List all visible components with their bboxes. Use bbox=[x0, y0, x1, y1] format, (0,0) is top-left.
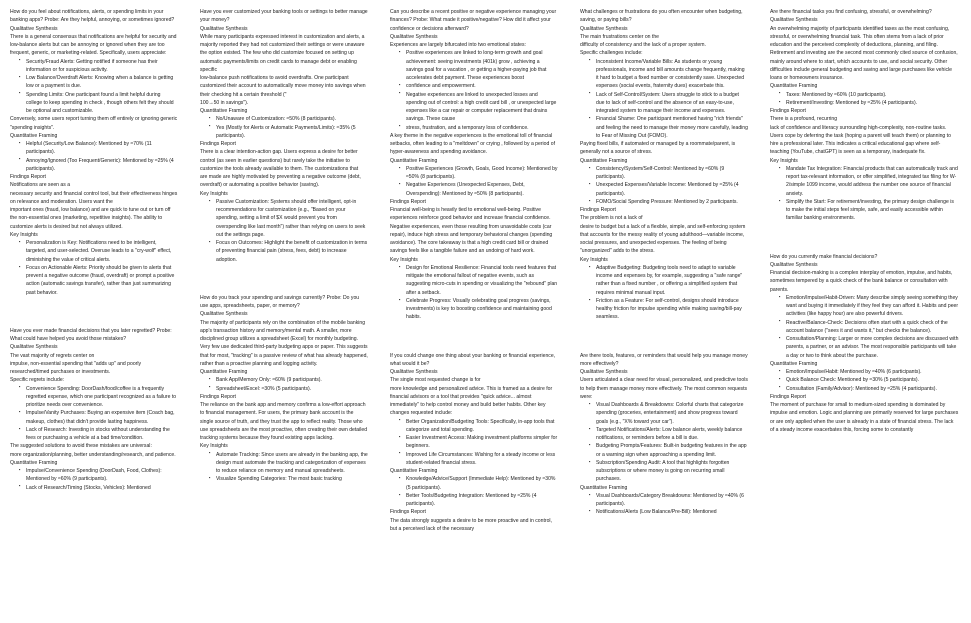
qualitative-bullet-list bbox=[580, 401, 748, 484]
list-item: ▪ Yes (Mostly for Alerts or Automatic Payments/Limits): ≈35% (5 participants). bbox=[211, 124, 368, 141]
key-insights-list bbox=[390, 264, 558, 322]
list-item: ▪ Spreadsheet/Excel: ≈30% (5 participants). bbox=[211, 385, 368, 393]
section-question: Have you ever made financial decisions that you later regretted? Probe: What could have helped you avoid those mistakes? bbox=[10, 327, 172, 342]
qualitative-synthesis-label: Qualitative Synthesis bbox=[390, 369, 438, 375]
findings-report-label: Findings Report bbox=[770, 393, 806, 400]
list-item: ▪ Adaptive Budgeting: Budgeting tools need to adapt to variable income and expenses by, for example, suggesting a "safe range" rather than a fixed number , or offering a simplified system that requires minimal manual input. bbox=[591, 264, 748, 297]
list-item: ▪ Visual Dashboards & Breakdowns: Colorful charts that categorize spending (groceries, entertainment) and show progress toward goals (e.g., "X% toward your car"). bbox=[591, 401, 748, 426]
quantitative-framing-label: Quantitative Framing bbox=[390, 157, 438, 164]
section-tracking-spending bbox=[200, 294, 368, 484]
quantitative-framing-label: Quantitative Framing bbox=[10, 459, 58, 466]
findings-report-label: Findings Report bbox=[200, 393, 236, 400]
list-item: ▪ Negative Experiences (Unexpected Expenses, Debt, Overspending): Mentioned by ≈50% (8 participants). bbox=[401, 181, 558, 198]
qualitative-synthesis-label: Qualitative Synthesis bbox=[770, 17, 818, 24]
qualitative-synthesis-text: Users articulated a clear need for visual, personalized, and predictive tools to help them manage money more effectively. The most common requests were: bbox=[580, 377, 748, 400]
quantitative-bullet-list bbox=[770, 91, 959, 108]
key-insights-list bbox=[580, 264, 748, 322]
qualitative-synthesis-text: automatic payments/limits on credit cards to manage debt or enabling specific bbox=[200, 58, 357, 73]
section-question: If you could change one thing about your banking or financial experience, what would it be? bbox=[390, 352, 556, 367]
list-item: ▪ Simplify the Start: For retirement/investing, the primary design challenge is to make the initial steps feel simple, safe, and easily accessible within familiar banking environments. bbox=[781, 198, 959, 223]
quantitative-bullet-list bbox=[770, 368, 959, 393]
section-notifications-alerts bbox=[10, 8, 178, 297]
list-item: ▪ Spending Limits: One participant found a limit helpful during college to keep spending in check , though others felt they should be optional and customizable. bbox=[21, 91, 178, 116]
findings-text: Financial well-being is heavily tied to emotional well-being. Positive experiences reinforce good behavior and increase financial confidence. Negative experiences, even those resulting from unavoidable costs (car repair), induce high stress and temporary behavioral changes (spending avoidance). The core takeaway is that a high credit card bill or drained savings feels like a tangible failure and an undoing of hard work. bbox=[390, 207, 553, 255]
list-item: ▪ Budgeting Prompts/Features: Built-in budgeting features in the app or a warning sign when approaching a spending limit. bbox=[591, 442, 748, 459]
quantitative-bullet-list bbox=[390, 475, 558, 508]
section-question: Have you ever customized your banking tools or settings to better manage your money? bbox=[200, 9, 368, 24]
list-item: ▪ FOMO/Social Spending Pressure: Mentioned by 2 participants. bbox=[591, 198, 748, 206]
qualitative-bullet-list bbox=[580, 58, 748, 141]
section-tools-features-reminders bbox=[580, 352, 748, 517]
list-item: ▪ Positive experiences are linked to long-term growth and goal achievement: seeing investments (401k) grow , achieving a savings goal for a vacation , or getting a higher-paying job that accelerates debt payment. These experiences boost bbox=[401, 49, 558, 82]
list-item: ▪ Consultation/Planning: Larger or more complex decisions are discussed with parents, a partner, or an advisor. The most responsible participants will take a day or two to think about the purchase. bbox=[781, 335, 959, 360]
list-item: ▪ Visual Dashboards/Category Breakdowns: Mentioned by ≈40% (6 participants). bbox=[591, 492, 748, 509]
column-2 bbox=[190, 8, 380, 623]
quantitative-bullet-list bbox=[10, 467, 178, 492]
qualitative-synthesis-label: Qualitative Synthesis bbox=[200, 311, 248, 318]
qualitative-synthesis-label: Qualitative Synthesis bbox=[580, 25, 628, 32]
key-insights-list bbox=[770, 165, 959, 223]
list-item: ▪ No/Unaware of Customization: ≈50% (8 participants). bbox=[211, 115, 368, 123]
findings-text: The moment of purchase for small to medium-sized spending is dominated by bbox=[770, 402, 946, 408]
list-item: ▪ Bank App/Memory Only: ≈60% (9 participants). bbox=[211, 376, 368, 384]
column-1 bbox=[0, 8, 190, 623]
findings-text: important ones (fraud, low balance) and are quick to tune out or turn off the non-essential ones (marketing, repetitive insights). The ability to customize alerts is desired but not always utilized. bbox=[10, 207, 171, 230]
qualitative-synthesis-text: Experiences are largely bifurcated into two emotional states: bbox=[390, 42, 526, 48]
list-item: ▪ Lack of Self-Control/System: Users struggle to stick to a budget due to lack of self-control and the absence of an easy-to-use, integrated system to manage their income and expenses. bbox=[591, 91, 748, 116]
section-question: Are there financial tasks you find confusing, stressful, or overwhelming? bbox=[770, 9, 932, 15]
qualitative-synthesis-outro: Paying fixed bills, if automated or managed by a roommate/parent, is generally not a source of stress. bbox=[580, 141, 736, 156]
key-insights-label: Key Insights bbox=[10, 231, 38, 238]
qualitative-bullet-list bbox=[390, 418, 558, 468]
findings-report-label: Findings Report bbox=[390, 198, 426, 205]
list-item: ▪ Passive Customization: Systems should offer intelligent, opt-in recommendations for customization (e.g., "Based on your spending, setting a limit of $X would prevent you from overspending like last month") rather than relying on users to seek out the settings page. bbox=[211, 198, 368, 239]
qualitative-bullet-list bbox=[10, 385, 178, 443]
findings-report-label: Findings Report bbox=[390, 509, 426, 516]
qualitative-synthesis-text: An overwhelming majority of participants identified taxes as the most confusing, stressful, or overwhelming financial task. This often stems from a lack of prior education and the perceived complexity of deductions, planning, and filing. bbox=[770, 25, 950, 48]
section-question: Can you describe a recent positive or negative experience managing your finances? Probe: What made it positive/negative? How did it affect your confidence or decisions afterward? bbox=[390, 9, 557, 32]
key-insights-label: Key Insights bbox=[390, 256, 418, 263]
list-item: ▪ Impulse/Vanity Purchases: Buying an expensive item (Coach bag, makeup, clothes) that didn't provide lasting happiness. bbox=[21, 409, 178, 426]
list-item: ▪ Friction as a Feature: For self-control, designs should introduce healthy friction for impulse spending while making saving/bill-pay seamless. bbox=[591, 297, 748, 322]
list-item: ▪ Convenience Spending: DoorDash/food/coffee is a frequently regretted expense, which one participant recognized as a failure to prioritize needs over convenience. bbox=[21, 385, 178, 410]
list-item: ▪ Visualize Spending Categories: The most basic tracking bbox=[211, 475, 368, 483]
qualitative-bullet-list bbox=[770, 294, 959, 360]
list-item: ▪ Positive Experiences (Growth, Goals, Good Income): Mentioned by ≈50% (8 participants). bbox=[401, 165, 558, 182]
key-insights-label: Key Insights bbox=[770, 157, 798, 164]
list-item: ▪ Emotion/Impulse/Habit: Mentioned by ≈40% (6 participants). bbox=[781, 368, 959, 376]
findings-text: There is a profound, recurring bbox=[770, 116, 838, 123]
list-item: ▪ stress, frustration, and a temporary loss of confidence. bbox=[401, 124, 558, 132]
list-item: ▪ Notifications/Alerts (Low Balance/Pre-Bill): Mentioned bbox=[591, 508, 748, 516]
quantitative-framing-label: Quantitative Framing bbox=[200, 369, 248, 375]
qualitative-synthesis-text: Specific regrets include: bbox=[10, 377, 65, 384]
findings-text: necessary security and financial control tool, but their effectiveness hinges on relevance and moderation. Users want the bbox=[10, 190, 178, 205]
qualitative-synthesis-text: difficulty of consistency and the lack of a proper system. bbox=[580, 42, 706, 48]
qualitative-synthesis-text: The main frustrations center on the bbox=[580, 33, 659, 40]
findings-report-label: Findings Report bbox=[580, 207, 616, 213]
key-insights-label: Key Insights bbox=[200, 443, 228, 450]
qualitative-synthesis-outro: The suggested solutions to avoid these mistakes are universal: bbox=[10, 443, 152, 450]
qualitative-synthesis-text: 100→50 in savings"). bbox=[200, 99, 249, 106]
list-item: ▪ Automate Tracking: Since users are already in the banking app, the design must automate the tracking and categorization of expenses to reduce reliance on memory and manual spreadsheets. bbox=[211, 451, 368, 476]
key-insights-label: Key Insights bbox=[580, 256, 608, 263]
list-item: ▪ Improved Life Circumstances: Wishing for a steady income or less student-related financial stress. bbox=[401, 451, 558, 468]
qualitative-synthesis-text: low-balance push notifications to avoid overdrafts. One participant customized their account to automatically move money into savings when their checking hit a certain threshold (" bbox=[200, 75, 366, 98]
section-question: What challenges or frustrations do you often encounter when budgeting, saving, or paying bills? bbox=[580, 9, 743, 24]
quantitative-bullet-list bbox=[10, 140, 178, 173]
findings-text: There is a clear intention-action gap. Users express a desire for better control (as seen in earlier questions) but rarely take the initiative to customize the tools already available to them. The customizations that bbox=[200, 149, 359, 172]
qualitative-synthesis-text: more knowledge and personalized advice. This is framed as a desire for financial advisors or a tool that provides "quick advice... almost immediately" to help control money and build better habits. Other key changes requested include: bbox=[390, 385, 553, 417]
list-item: ▪ Focus on Actionable Alerts: Priority should be given to alerts that prevent a negative outcome (fraud, overdraft) or prompt a positive action (automatic savings transfer), rather than just summarizing past behavior. bbox=[21, 264, 178, 297]
key-insights-list bbox=[10, 239, 178, 297]
findings-text: lack of confidence and literacy surrounding high-complexity, non-routine tasks. Users cope by deferring the task (hoping a parent will teach them) or planning to hire a professional later. This indicates a critical educational gap where self-teaching (YouTube, chatGPT) is seen as a temporary, inadequate fix. bbox=[770, 124, 951, 156]
column-4 bbox=[570, 8, 760, 623]
findings-report-label: Findings Report bbox=[200, 141, 236, 147]
qualitative-synthesis-text: Retirement and investing are the second most commonly cited source of confusion, mainly around where to start, which accounts to use, and social security. Other difficulties include general budgeting and saving and large purchases like vehicle loans or homeowners insurance. bbox=[770, 50, 958, 81]
list-item: ▪ Subscription/Spending Audit: A tool that highlights forgotten subscriptions or where money is going on recurring small purchases. bbox=[591, 459, 748, 484]
list-item: ▪ Mandate Tax Integration: Financial products that can automatically track and report tax-relevant information, or offer simplified, integrated tax filing for W-2/simple 1099 income, would address the number one source of financial anxiety. bbox=[781, 165, 959, 198]
list-item: ▪ confidence and empowerment. bbox=[401, 82, 558, 90]
list-item: ▪ Focus on Outcomes: Highlight the benefit of customization in terms of preventing financial pain (stress, fees, debt) to increase adoption. bbox=[211, 239, 368, 264]
qualitative-synthesis-text: While many participants expressed interest in customization and alerts, a majority reported they had not customized their settings or were unaware the option existed. The few who did customize focused on setting up bbox=[200, 33, 365, 57]
qualitative-synthesis-label: Qualitative Synthesis bbox=[10, 344, 58, 351]
list-item: ▪ Quick Balance Check: Mentioned by ≈30% (5 participants). bbox=[781, 376, 959, 384]
findings-report-label: Findings Report bbox=[770, 108, 806, 114]
section-confusing-tasks bbox=[770, 8, 959, 223]
section-financial-regrets bbox=[10, 327, 178, 492]
findings-text: desire to budget but a lack of a flexible, simple, and self-enforcing system that accounts for the messy reality of young adulthood—variable income, social pressures, and unexpected expenses. The feeling of being "unorganized" adds to the stress. bbox=[580, 223, 746, 255]
list-item: ▪ Lack of Research: Investing in stocks without understanding the fees or purchasing a vehicle at a bad time/condition. bbox=[21, 426, 178, 443]
section-question: How do you feel about notifications, alerts, or spending limits in your banking apps? Probe: Are they helpful, annoying, or sometimes ignored? bbox=[10, 9, 175, 24]
qualitative-synthesis-label: Qualitative Synthesis bbox=[580, 369, 628, 375]
list-item: ▪ Inconsistent Income/Variable Bills: As students or young professionals, income and bill amounts change frequently, making it hard to budget a fixed number or consistently save. Unexpected expenses (social events, fraternity dues) exacerbate this. bbox=[591, 58, 748, 91]
list-item: ▪ Annoying/Ignored (Too Frequent/Generic): Mentioned by ≈25% (4 participants). bbox=[21, 157, 178, 174]
list-item: ▪ Reactive/Balance-Check: Decisions often start with a quick check of the account balance ("sees it and wants it," but checks the balance). bbox=[781, 319, 959, 336]
quantitative-bullet-list bbox=[580, 165, 748, 206]
findings-text: The data strongly suggests a desire to be more proactive and in control, but a perceived lack of the necessary bbox=[390, 517, 552, 532]
qualitative-synthesis-text: impulse, non-essential spending that "adds up" and poorly researched/timed purchases or investments. bbox=[10, 360, 142, 375]
quantitative-bullet-list bbox=[200, 115, 368, 140]
section-gap bbox=[580, 336, 748, 352]
list-item: ▪ Negative experiences are linked to unexpected losses and spending out of control: a high credit card bill , or unexpected large expenses like a car repair or computer replacement that drains savings. These cause bbox=[401, 91, 558, 124]
section-budgeting-challenges bbox=[580, 8, 748, 322]
quantitative-framing-label: Quantitative Framing bbox=[770, 83, 818, 90]
qualitative-synthesis-label: Qualitative Synthesis bbox=[200, 25, 248, 32]
list-item: ▪ Emotion/Impulse/Habit-Driven: Many describe simply seeing something they want and buying it immediately if they feel they can afford it. Habits and peer activities (like happy hour) are also powerful drivers. bbox=[781, 294, 959, 319]
section-financial-decisions bbox=[770, 253, 959, 435]
quantitative-framing-label: Quantitative Framing bbox=[770, 360, 818, 367]
list-item: ▪ Consultation (Family/Advisor): Mentioned by ≈25% (4 participants). bbox=[781, 385, 959, 393]
findings-text: The problem is not a lack of bbox=[580, 215, 643, 222]
qualitative-synthesis-label: Qualitative Synthesis bbox=[770, 261, 818, 268]
qualitative-synthesis-outro: Conversely, some users report turning them off entirely or ignoring generic "spending insights". bbox=[10, 116, 178, 131]
list-item: ▪ Knowledge/Advice/Support (Immediate Help): Mentioned by ≈30% (5 participants). bbox=[401, 475, 558, 492]
qualitative-synthesis-label: Qualitative Synthesis bbox=[10, 25, 58, 32]
section-gap bbox=[200, 278, 368, 294]
key-insights-label: Key Insights bbox=[200, 190, 228, 197]
list-item: ▪ Personalization is Key: Notifications need to be intelligent, targeted, and user-selected. Overuse leads to a "cry-wolf" effect, diminishing the value of critical alerts. bbox=[21, 239, 178, 264]
list-item: ▪ Helpful (Security/Low Balance): Mentioned by ≈70% (11 participants). bbox=[21, 140, 178, 157]
quantitative-framing-label: Quantitative Framing bbox=[200, 108, 248, 114]
qualitative-synthesis-outro: A key theme in the negative experiences is the emotional toll of financial setbacks, often leading to a "meltdown" or crying , followed by a period of hyper-awareness and spending avoidance. bbox=[390, 132, 556, 156]
list-item: ▪ Taxes: Mentioned by ≈60% (10 participants). bbox=[781, 91, 959, 99]
quantitative-bullet-list bbox=[390, 165, 558, 198]
qualitative-bullet-list bbox=[10, 58, 178, 116]
qualitative-synthesis-text: The majority of participants rely on the combination of the mobile banking app's transaction history and memory/mental math. A smaller, more disciplined group utilizes a spreadsheet (Excel) for monthly budgeting. Very few use dedicated third-party budgeting apps or paper. This suggests that for most, "tracking" is a passive review of what has already happened, rather than a proactive planning and logging activity. bbox=[200, 319, 368, 367]
qualitative-synthesis-text: Specific challenges include: bbox=[580, 50, 643, 57]
list-item: ▪ Unexpected Expenses/Variable Income: Mentioned by ≈25% (4 participants). bbox=[591, 181, 748, 198]
section-customized-banking-tools bbox=[200, 8, 368, 264]
section-question: Are there tools, features, or reminders that would help you manage money more effectively? bbox=[580, 352, 748, 367]
list-item: ▪ Retirement/Investing: Mentioned by ≈25% (4 participants). bbox=[781, 99, 959, 107]
section-gap bbox=[770, 237, 959, 253]
column-3 bbox=[380, 8, 570, 623]
qualitative-synthesis-text: The vast majority of regrets center on bbox=[10, 352, 95, 359]
list-item: ▪ Targeted Notifications/Alerts: Low balance alerts, weekly balance notifications, or reminders before a bill is due. bbox=[591, 426, 748, 443]
list-item: ▪ Consistency/System/Self-Control: Mentioned by ≈60% (9 participants). bbox=[591, 165, 748, 182]
quantitative-framing-label: Quantitative Framing bbox=[10, 132, 58, 139]
qualitative-synthesis-text: There is a general consensus that notifications are helpful for security and low-balance alerts but can be annoying or ignored when they are too frequent, generic, or marketing-related. Specifically, users appreciate: bbox=[10, 33, 177, 57]
section-recent-experience bbox=[390, 8, 558, 322]
section-gap bbox=[390, 336, 558, 352]
findings-text: Notifications are seen as a bbox=[10, 182, 71, 189]
findings-text: are made are highly motivated by preventing a negative outcome (debt, overdraft) or automating a positive behavior (saving). bbox=[200, 174, 361, 189]
section-question: How do you track your spending and savings currently? Probe: Do you use apps, spreadsheets, paper, or memory? bbox=[200, 294, 360, 309]
qualitative-synthesis-text: The single most requested change is for bbox=[390, 377, 481, 384]
section-question: How do you currently make financial decisions? bbox=[770, 253, 878, 260]
qualitative-synthesis-label: Qualitative Synthesis bbox=[390, 33, 438, 40]
quantitative-framing-label: Quantitative Framing bbox=[390, 468, 438, 474]
list-item: ▪ Financial Shame: One participant mentioned having "rich friends" and feeling the need to manage their money more carefully, leading to Fear of Missing Out (FOMO). bbox=[591, 115, 748, 140]
list-item: ▪ Low Balance/Overdraft Alerts: Knowing when a balance is getting low or a payment is due. bbox=[21, 74, 178, 91]
column-5 bbox=[760, 8, 971, 623]
list-item: ▪ Design for Emotional Resilience: Financial tools need features that mitigate the emotional fallout of negative events, such as suggesting micro-cuts in spending or visualizing the "rebound" plan after a setback. bbox=[401, 264, 558, 297]
findings-report-label: Findings Report bbox=[10, 174, 46, 180]
list-item: ▪ Easier Investment Access: Making investment platforms simpler for beginners. bbox=[401, 434, 558, 451]
section-change-one-thing bbox=[390, 352, 558, 534]
findings-text: impulse and emotion. Logic and planning are primarily reserved for large purchases or are only applied when the user is already in a state of financial stress. The lack of a steady income exacerbates this, forcing some to constantly bbox=[770, 410, 959, 433]
section-gap bbox=[10, 311, 178, 327]
key-insights-list bbox=[200, 451, 368, 484]
quantitative-bullet-list bbox=[200, 376, 368, 393]
list-item: ▪ Security/Fraud Alerts: Getting notified if someone has their information or for suspicious activity. bbox=[21, 58, 178, 75]
quantitative-framing-label: Quantitative Framing bbox=[580, 484, 628, 491]
qualitative-synthesis-text: Financial decision-making is a complex interplay of emotion, impulse, and habits, sometimes tempered by a quick check of the bank balance or consultation with parents. bbox=[770, 270, 953, 293]
qualitative-bullet-list bbox=[390, 49, 558, 132]
quantitative-framing-label: Quantitative Framing bbox=[580, 157, 628, 164]
findings-text: The reliance on the bank app and memory confirms a low-effort approach to financial management. For users, the primary bank account is the single source of truth, and they trust the app to reflect reality. Those who use spreadsheets are the most proactive, often creating their own detailed tracking systems because they found existing apps lacking. bbox=[200, 402, 368, 441]
list-item: ▪ Better Organization/Budgeting Tools: Specifically, in-app tools that categorize and total spending. bbox=[401, 418, 558, 435]
list-item: ▪ Lack of Research/Timing (Stocks, Vehicles): Mentioned bbox=[21, 484, 178, 492]
key-insights-list bbox=[200, 198, 368, 264]
list-item: ▪ Celebrate Progress: Visually celebrating goal progress (savings, investments) is key to boosting confidence and maintaining good habits. bbox=[401, 297, 558, 322]
list-item: ▪ Better Tools/Budgeting Integration: Mentioned by ≈25% (4 participants). bbox=[401, 492, 558, 509]
list-item: ▪ Impulse/Convenience Spending (DoorDash, Food, Clothes): Mentioned by ≈60% (9 participants). bbox=[21, 467, 178, 484]
qualitative-synthesis-outro: more organization/planning, better understanding/research, and patience. bbox=[10, 451, 176, 458]
quantitative-bullet-list bbox=[580, 492, 748, 517]
